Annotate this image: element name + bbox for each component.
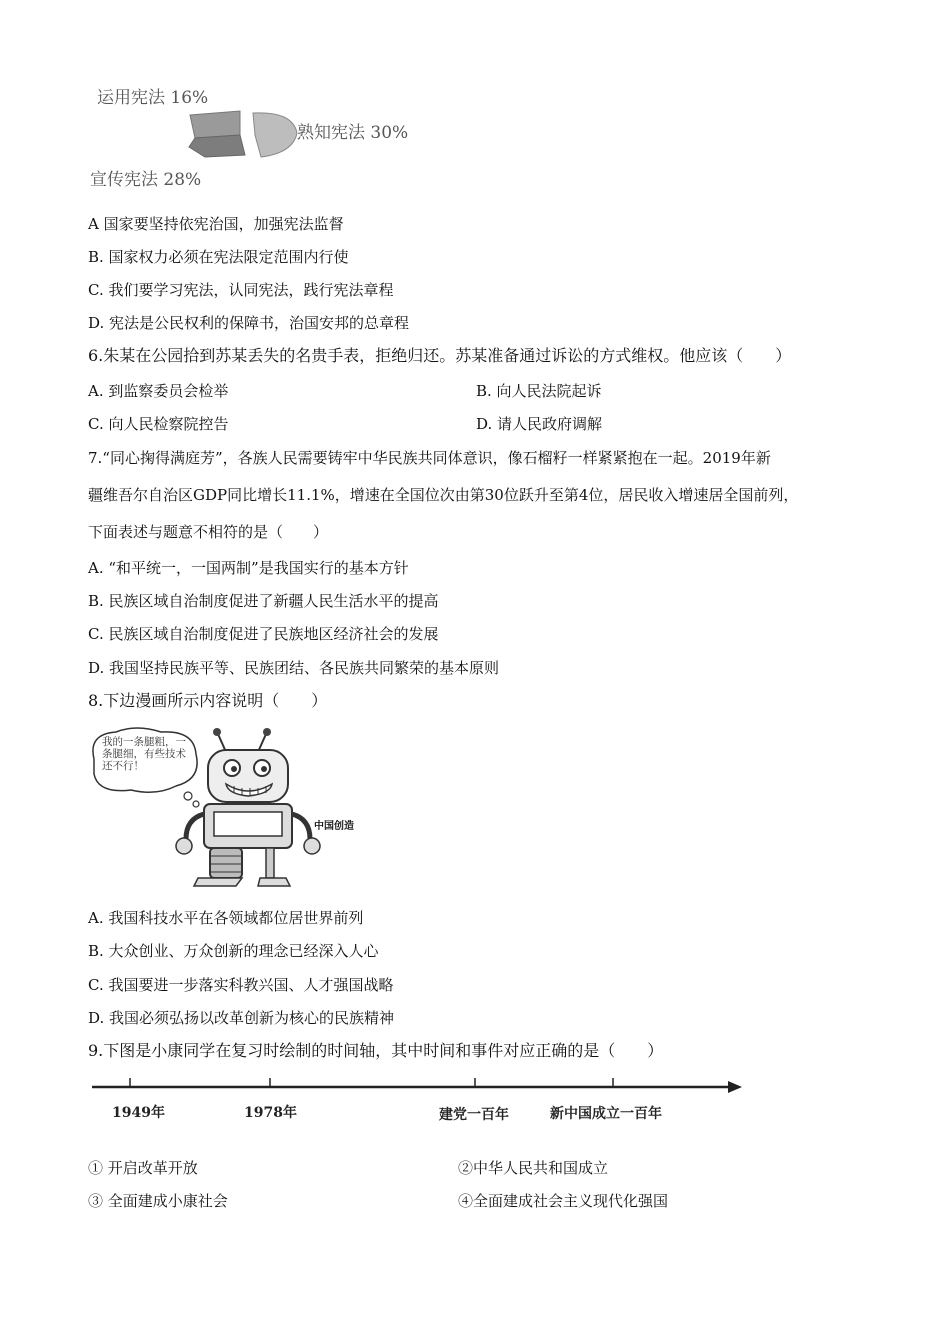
- timeline-tick-1978: 1978年: [244, 1105, 297, 1121]
- q9-event-4: ④全面建成社会主义现代化强国: [458, 1192, 669, 1210]
- robot-cartoon: [86, 724, 354, 889]
- q9-stem: 9.下图是小康同学在复习时绘制的时间轴，其中时间和事件对应正确的是（ ）: [88, 1041, 664, 1060]
- q9-event-3: ③ 全面建成小康社会: [88, 1192, 228, 1210]
- q7-option-a: A. “和平统一，一国两制”是我国实行的基本方针: [88, 559, 409, 577]
- q5-option-c: C. 我们要学习宪法，认同宪法，践行宪法章程: [88, 281, 394, 299]
- q7-option-d: D. 我国坚持民族平等、民族团结、各民族共同繁荣的基本原则: [88, 659, 500, 677]
- q8-stem: 8.下边漫画所示内容说明（ ）: [88, 691, 328, 710]
- q9-event-2: ②中华人民共和国成立: [458, 1159, 609, 1177]
- pie-figure: [85, 75, 445, 195]
- timeline: [88, 1070, 748, 1130]
- q8-option-a: A. 我国科技水平在各领域都位居世界前列: [88, 909, 364, 927]
- q8-option-d: D. 我国必须弘扬以改革创新为核心的民族精神: [88, 1009, 395, 1027]
- timeline-tick-prc-centenary: 新中国成立一百年: [550, 1106, 662, 1122]
- pie-label-use: 运用宪法 16%: [97, 88, 209, 108]
- pie-slice-use: [190, 111, 240, 138]
- q8-option-b: B. 大众创业、万众创新的理念已经深入人心: [88, 942, 379, 960]
- q6-option-d: D. 请人民政府调解: [476, 415, 603, 433]
- q7-stem-line2: 疆维吾尔自治区GDP同比增长11.1%，增速在全国位次由第30位跃升至第4位，居民收入增速居全国前列，: [88, 486, 799, 504]
- timeline-axis: [88, 1070, 748, 1100]
- q7-stem-line3: 下面表述与题意不相符的是（ ）: [88, 523, 329, 541]
- q7-option-c: C. 民族区域自治制度促进了民族地区经济社会的发展: [88, 625, 439, 643]
- q8-option-c: C. 我国要进一步落实科教兴国、人才强国战略: [88, 976, 394, 994]
- pie-label-promote: 宣传宪法 28%: [90, 170, 202, 190]
- timeline-tick-party-centenary: 建党一百年: [439, 1107, 509, 1123]
- q5-option-a: A 国家要坚持依宪治国，加强宪法监督: [88, 215, 344, 233]
- q6-option-c: C. 向人民检察院控告: [88, 415, 229, 433]
- speech-bubble-text: 我的一条腿粗，一条腿细，有些技术还不行！: [102, 736, 186, 772]
- pie-slice-know: [253, 113, 297, 157]
- q5-option-d: D. 宪法是公民权利的保障书，治国安邦的总章程: [88, 314, 410, 332]
- q7-stem-line1: 7.“同心掬得满庭芳”，各族人民需要铸牢中华民族共同体意识，像石榴籽一样紧紧抱在一起。2019年新: [88, 449, 771, 467]
- q6-option-a: A. 到监察委员会检举: [88, 382, 229, 400]
- timeline-tick-1949: 1949年: [112, 1105, 165, 1121]
- pie-label-know: 熟知宪法 30%: [297, 123, 409, 143]
- pie-slice-promote: [189, 135, 245, 157]
- q9-event-1: ① 开启改革开放: [88, 1159, 198, 1177]
- q6-option-b: B. 向人民法院起诉: [476, 382, 602, 400]
- q6-stem: 6.朱某在公园拾到苏某丢失的名贵手表，拒绝归还。苏某准备通过诉讼的方式维权。他应该（ ）: [88, 346, 792, 365]
- q7-option-b: B. 民族区域自治制度促进了新疆人民生活水平的提高: [88, 592, 439, 610]
- q5-option-b: B. 国家权力必须在宪法限定范围内行使: [88, 248, 349, 266]
- robot-sign-text: 中国创造: [314, 821, 354, 832]
